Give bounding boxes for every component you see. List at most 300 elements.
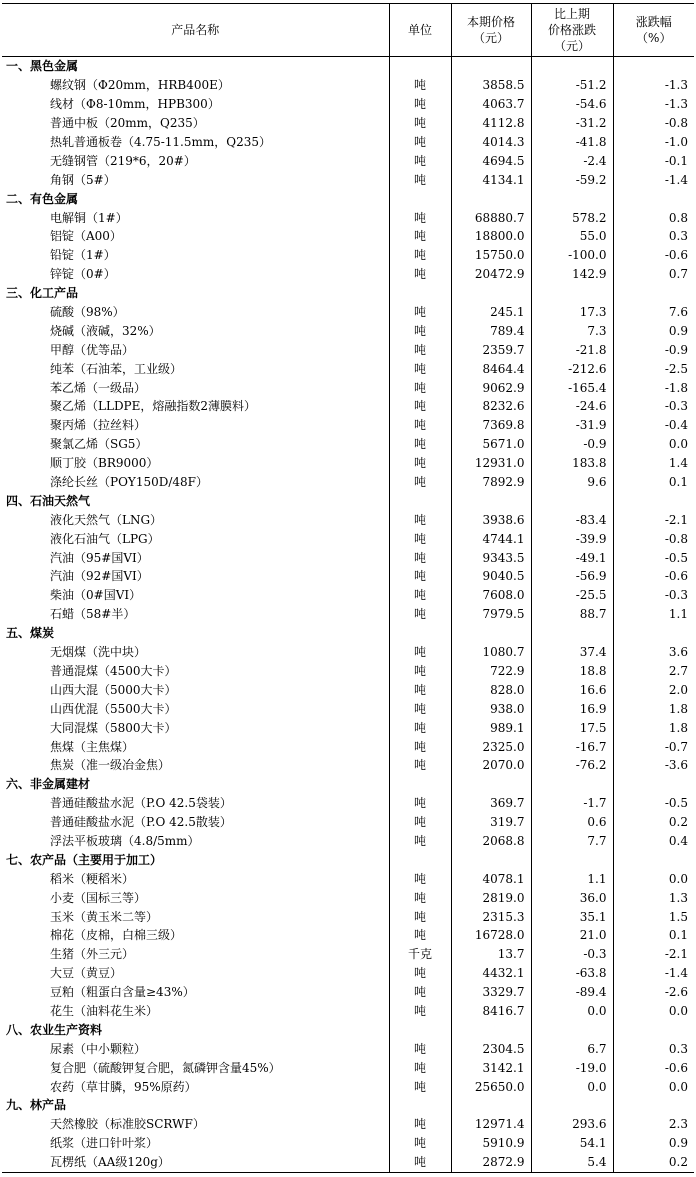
unit-cell: 吨 [389,907,451,926]
table-row [2,303,694,322]
unit-cell: 吨 [389,416,451,435]
change-cell: 55.0 [531,227,613,246]
percent-cell: -0.7 [613,737,694,756]
product-name-cell: 汽油（95#国VI） [50,550,149,565]
category-row [2,775,694,794]
unit-cell: 吨 [389,586,451,605]
empty-cell [531,284,613,303]
empty-cell [389,284,451,303]
unit-cell: 吨 [389,1153,451,1172]
table-row [2,1002,694,1021]
product-name-cell: 锌锭（0#） [50,267,116,282]
percent-cell: 1.1 [613,605,694,624]
product-name-cell: 纸浆（进口针叶浆） [50,1136,159,1151]
unit-cell: 吨 [389,303,451,322]
change-cell: 36.0 [531,888,613,907]
table-row [2,454,694,473]
table-row [2,1115,694,1134]
price-cell: 8232.6 [451,397,531,416]
unit-cell: 吨 [389,529,451,548]
empty-cell [531,1020,613,1039]
table-row [2,869,694,888]
product-name-cell: 纯苯（石油苯，工业级） [50,361,183,376]
unit-cell: 吨 [389,340,451,359]
change-cell: -54.6 [531,95,613,114]
product-name-cell: 尿素（中小颗粒） [50,1041,147,1056]
unit-cell: 吨 [389,605,451,624]
change-cell: 0.6 [531,813,613,832]
product-name-cell: 大同混煤（5800大卡） [50,720,177,735]
table-row [2,321,694,340]
table-row [2,359,694,378]
change-cell: 21.0 [531,926,613,945]
change-cell: 16.9 [531,699,613,718]
empty-cell [389,1020,451,1039]
change-cell: 1.1 [531,869,613,888]
change-cell: 18.8 [531,662,613,681]
percent-cell: 0.0 [613,869,694,888]
percent-cell: -1.4 [613,964,694,983]
table-row [2,718,694,737]
product-name-cell: 线材（Φ8-10mm，HPB300） [50,97,220,112]
table-row [2,699,694,718]
price-cell: 319.7 [451,813,531,832]
change-cell: 88.7 [531,605,613,624]
table-row [2,926,694,945]
change-cell: -59.2 [531,170,613,189]
percent-cell: -1.8 [613,378,694,397]
change-cell: -2.4 [531,151,613,170]
change-cell: 0.0 [531,1077,613,1096]
change-cell: -1.7 [531,794,613,813]
table-row [2,643,694,662]
percent-cell: 3.6 [613,643,694,662]
percent-cell: -0.8 [613,529,694,548]
unit-cell: 吨 [389,964,451,983]
table-row [2,114,694,133]
price-cell: 938.0 [451,699,531,718]
price-cell: 2325.0 [451,737,531,756]
price-cell: 2819.0 [451,888,531,907]
product-name-cell: 稻米（粳稻米） [50,871,135,886]
percent-cell: 1.4 [613,454,694,473]
percent-cell: 0.2 [613,1153,694,1172]
percent-cell: 0.9 [613,1134,694,1153]
unit-cell: 吨 [389,208,451,227]
table-row [2,1153,694,1172]
empty-cell [451,57,531,76]
product-name-cell: 小麦（国标三等） [50,890,147,905]
table-row [2,1134,694,1153]
unit-cell: 吨 [389,662,451,681]
unit-cell: 吨 [389,454,451,473]
table-row [2,756,694,775]
percent-cell: -0.4 [613,416,694,435]
percent-cell: 0.4 [613,832,694,851]
table-row [2,888,694,907]
table-row [2,794,694,813]
product-name-cell: 铅锭（1#） [50,248,116,263]
unit-cell: 吨 [389,510,451,529]
unit-cell: 吨 [389,473,451,492]
percent-cell: -2.5 [613,359,694,378]
price-cell: 5671.0 [451,435,531,454]
product-name-cell: 液化天然气（LNG） [50,512,163,527]
price-cell: 828.0 [451,680,531,699]
table-row [2,510,694,529]
price-cell: 7608.0 [451,586,531,605]
empty-cell [531,775,613,794]
change-cell: 54.1 [531,1134,613,1153]
price-cell: 4134.1 [451,170,531,189]
table-row [2,832,694,851]
price-cell: 989.1 [451,718,531,737]
table-row [2,529,694,548]
unit-cell: 吨 [389,114,451,133]
unit-cell: 吨 [389,227,451,246]
percent-cell: 1.3 [613,888,694,907]
unit-cell: 吨 [389,718,451,737]
unit-cell: 吨 [389,680,451,699]
product-name-cell: 液化石油气（LPG） [50,531,160,546]
empty-cell [451,850,531,869]
table-row [2,1039,694,1058]
price-cell: 2070.0 [451,756,531,775]
product-name-cell: 玉米（黄玉米二等） [50,909,159,924]
change-cell: 6.7 [531,1039,613,1058]
price-cell: 4432.1 [451,964,531,983]
table-row [2,397,694,416]
product-name-cell: 无烟煤（洗中块） [50,645,147,660]
product-name-cell: 农药（草甘膦，95%原药） [50,1079,197,1094]
price-table [2,3,694,1173]
empty-cell [451,624,531,643]
table-row [2,340,694,359]
category-row [2,189,694,208]
change-cell: -21.8 [531,340,613,359]
product-name-cell: 石蜡（58#半） [50,607,136,622]
unit-cell: 吨 [389,548,451,567]
product-name-cell: 无缝钢管（219*6，20#） [50,153,196,168]
empty-cell [451,189,531,208]
percent-cell: -0.8 [613,114,694,133]
change-cell: -24.6 [531,397,613,416]
table-row [2,435,694,454]
empty-cell [531,491,613,510]
empty-cell [613,57,694,76]
percent-cell: -0.1 [613,151,694,170]
table-row [2,680,694,699]
table-row [2,1077,694,1096]
unit-cell: 吨 [389,170,451,189]
price-cell: 7369.8 [451,416,531,435]
product-name-cell: 普通混煤（4500大卡） [50,663,177,678]
product-name-cell: 焦炭（准一级冶金焦） [50,758,171,773]
unit-cell: 吨 [389,397,451,416]
unit-cell: 吨 [389,888,451,907]
price-cell: 12971.4 [451,1115,531,1134]
unit-cell: 吨 [389,321,451,340]
change-cell: -16.7 [531,737,613,756]
percent-cell: 0.3 [613,227,694,246]
unit-cell: 吨 [389,794,451,813]
price-cell: 245.1 [451,303,531,322]
product-name-cell: 苯乙烯（一级品） [50,380,147,395]
change-cell: -41.8 [531,133,613,152]
change-cell: 17.3 [531,303,613,322]
unit-cell: 吨 [389,95,451,114]
empty-cell [613,1096,694,1115]
empty-cell [389,491,451,510]
table-row [2,95,694,114]
unit-cell: 千克 [389,945,451,964]
unit-cell: 吨 [389,1134,451,1153]
table-row [2,605,694,624]
price-cell: 4014.3 [451,133,531,152]
table-row [2,567,694,586]
unit-cell: 吨 [389,756,451,775]
unit-cell: 吨 [389,643,451,662]
product-name-cell: 角钢（5#） [50,172,116,187]
table-row [2,737,694,756]
change-cell: -212.6 [531,359,613,378]
empty-cell [389,57,451,76]
unit-cell: 吨 [389,1115,451,1134]
empty-cell [531,189,613,208]
table-row [2,907,694,926]
percent-cell: 1.8 [613,718,694,737]
price-cell: 2872.9 [451,1153,531,1172]
product-name-cell: 山西大混（5000大卡） [50,682,177,697]
change-cell: 578.2 [531,208,613,227]
percent-cell: -1.3 [613,95,694,114]
unit-cell: 吨 [389,133,451,152]
product-name-cell: 花生（油料花生米） [50,1003,159,1018]
table-row [2,208,694,227]
empty-cell [531,624,613,643]
empty-cell [389,775,451,794]
header-current-price: 本期价格 （元） [451,4,531,57]
product-name-cell: 烧碱（液碱，32%） [50,323,161,338]
percent-cell: -0.6 [613,246,694,265]
table-header [2,4,694,57]
percent-cell: -1.0 [613,133,694,152]
empty-cell [389,1096,451,1115]
product-name-cell: 复合肥（硫酸钾复合肥，氮磷钾含量45%） [50,1060,281,1075]
unit-cell: 吨 [389,869,451,888]
unit-cell: 吨 [389,435,451,454]
product-name-cell: 聚丙烯（拉丝料） [50,418,147,433]
table-row [2,473,694,492]
product-name-cell: 豆粕（粗蛋白含量≥43%） [50,985,195,1000]
table-row [2,246,694,265]
category-row [2,1020,694,1039]
product-name-cell: 浮法平板玻璃（4.8/5mm） [50,833,200,848]
price-cell: 789.4 [451,321,531,340]
unit-cell: 吨 [389,737,451,756]
price-cell: 12931.0 [451,454,531,473]
category-label: 六、非金属建材 [6,777,91,792]
empty-cell [451,775,531,794]
table-row [2,548,694,567]
percent-cell: -2.1 [613,510,694,529]
change-cell: 142.9 [531,265,613,284]
change-cell: -19.0 [531,1058,613,1077]
empty-cell [613,491,694,510]
product-name-cell: 聚氯乙烯（SG5） [50,437,148,452]
category-label: 八、农业生产资料 [6,1022,103,1037]
change-cell: -83.4 [531,510,613,529]
product-name-cell: 焦煤（主焦煤） [50,739,135,754]
product-name-cell: 柴油（0#国VI） [50,588,142,603]
unit-cell: 吨 [389,1077,451,1096]
price-cell: 4744.1 [451,529,531,548]
price-cell: 68880.7 [451,208,531,227]
change-cell: -165.4 [531,378,613,397]
change-cell: -31.9 [531,416,613,435]
percent-cell: 7.6 [613,303,694,322]
price-cell: 3329.7 [451,983,531,1002]
unit-cell: 吨 [389,359,451,378]
price-cell: 16728.0 [451,926,531,945]
price-cell: 13.7 [451,945,531,964]
change-cell: 7.7 [531,832,613,851]
price-cell: 9062.9 [451,378,531,397]
empty-cell [613,775,694,794]
unit-cell: 吨 [389,926,451,945]
percent-cell: 0.8 [613,208,694,227]
unit-cell: 吨 [389,246,451,265]
price-cell: 2304.5 [451,1039,531,1058]
table-row [2,662,694,681]
percent-cell: -0.5 [613,794,694,813]
percent-cell: 0.7 [613,265,694,284]
percent-cell: 1.8 [613,699,694,718]
category-row [2,284,694,303]
price-cell: 3938.6 [451,510,531,529]
change-cell: 293.6 [531,1115,613,1134]
unit-cell: 吨 [389,1058,451,1077]
percent-cell: 0.0 [613,435,694,454]
price-cell: 2315.3 [451,907,531,926]
empty-cell [613,624,694,643]
price-cell: 8416.7 [451,1002,531,1021]
unit-cell: 吨 [389,76,451,95]
change-cell: 183.8 [531,454,613,473]
header-row [2,4,694,57]
product-name-cell: 山西优混（5500大卡） [50,701,177,716]
product-name-cell: 顺丁胶（BR9000） [50,456,159,471]
price-cell: 2068.8 [451,832,531,851]
change-cell: 35.1 [531,907,613,926]
price-cell: 4112.8 [451,114,531,133]
category-label: 一、黑色金属 [6,59,79,74]
header-price-change: 比上期 价格涨跌 （元） [531,4,613,57]
percent-cell: -0.5 [613,548,694,567]
unit-cell: 吨 [389,983,451,1002]
table-row [2,378,694,397]
product-name-cell: 棉花（皮棉，白棉三级） [50,928,183,943]
price-cell: 3858.5 [451,76,531,95]
table-row [2,586,694,605]
product-name-cell: 普通硅酸盐水泥（P.O 42.5散装） [50,815,232,830]
table-row [2,1058,694,1077]
change-cell: -51.2 [531,76,613,95]
product-name-cell: 电解铜（1#） [50,210,128,225]
table-row [2,813,694,832]
price-cell: 5910.9 [451,1134,531,1153]
percent-cell: 1.5 [613,907,694,926]
table-row [2,133,694,152]
percent-cell: -1.3 [613,76,694,95]
percent-cell: -3.6 [613,756,694,775]
change-cell: -25.5 [531,586,613,605]
change-cell: -76.2 [531,756,613,775]
change-cell: -0.9 [531,435,613,454]
change-cell: 37.4 [531,643,613,662]
table-row [2,170,694,189]
change-cell: -100.0 [531,246,613,265]
unit-cell: 吨 [389,1002,451,1021]
unit-cell: 吨 [389,265,451,284]
price-cell: 369.7 [451,794,531,813]
price-cell: 25650.0 [451,1077,531,1096]
category-row [2,624,694,643]
change-cell: -0.3 [531,945,613,964]
product-name-cell: 螺纹钢（Φ20mm，HRB400E） [50,78,230,93]
price-cell: 20472.9 [451,265,531,284]
percent-cell: 0.2 [613,813,694,832]
unit-cell: 吨 [389,151,451,170]
percent-cell: -0.6 [613,1058,694,1077]
price-cell: 3142.1 [451,1058,531,1077]
table-row [2,265,694,284]
change-cell: 7.3 [531,321,613,340]
category-row [2,1096,694,1115]
product-name-cell: 普通硅酸盐水泥（P.O 42.5袋装） [50,796,232,811]
product-name-cell: 热轧普通板卷（4.75-11.5mm，Q235） [50,135,271,149]
category-row [2,491,694,510]
price-cell: 7892.9 [451,473,531,492]
percent-cell: 0.3 [613,1039,694,1058]
table-row [2,416,694,435]
table-row [2,227,694,246]
unit-cell: 吨 [389,378,451,397]
table-row [2,945,694,964]
empty-cell [389,850,451,869]
product-name-cell: 硫酸（98%） [50,305,125,320]
empty-cell [451,284,531,303]
price-cell: 4078.1 [451,869,531,888]
unit-cell: 吨 [389,1039,451,1058]
unit-cell: 吨 [389,699,451,718]
table-row [2,983,694,1002]
category-label: 二、有色金属 [6,191,79,206]
unit-cell: 吨 [389,832,451,851]
price-cell: 7979.5 [451,605,531,624]
percent-cell: -0.3 [613,397,694,416]
change-cell: -49.1 [531,548,613,567]
product-name-cell: 涤纶长丝（POY150D/48F） [50,475,208,490]
price-cell: 9343.5 [451,548,531,567]
category-label: 四、石油天然气 [6,493,91,508]
category-label: 七、农产品（主要用于加工） [6,852,163,867]
product-name-cell: 甲醇（优等品） [50,342,135,357]
product-name-cell: 天然橡胶（标准胶SCRWF） [50,1117,205,1132]
percent-cell: -0.9 [613,340,694,359]
price-cell: 9040.5 [451,567,531,586]
empty-cell [451,1020,531,1039]
